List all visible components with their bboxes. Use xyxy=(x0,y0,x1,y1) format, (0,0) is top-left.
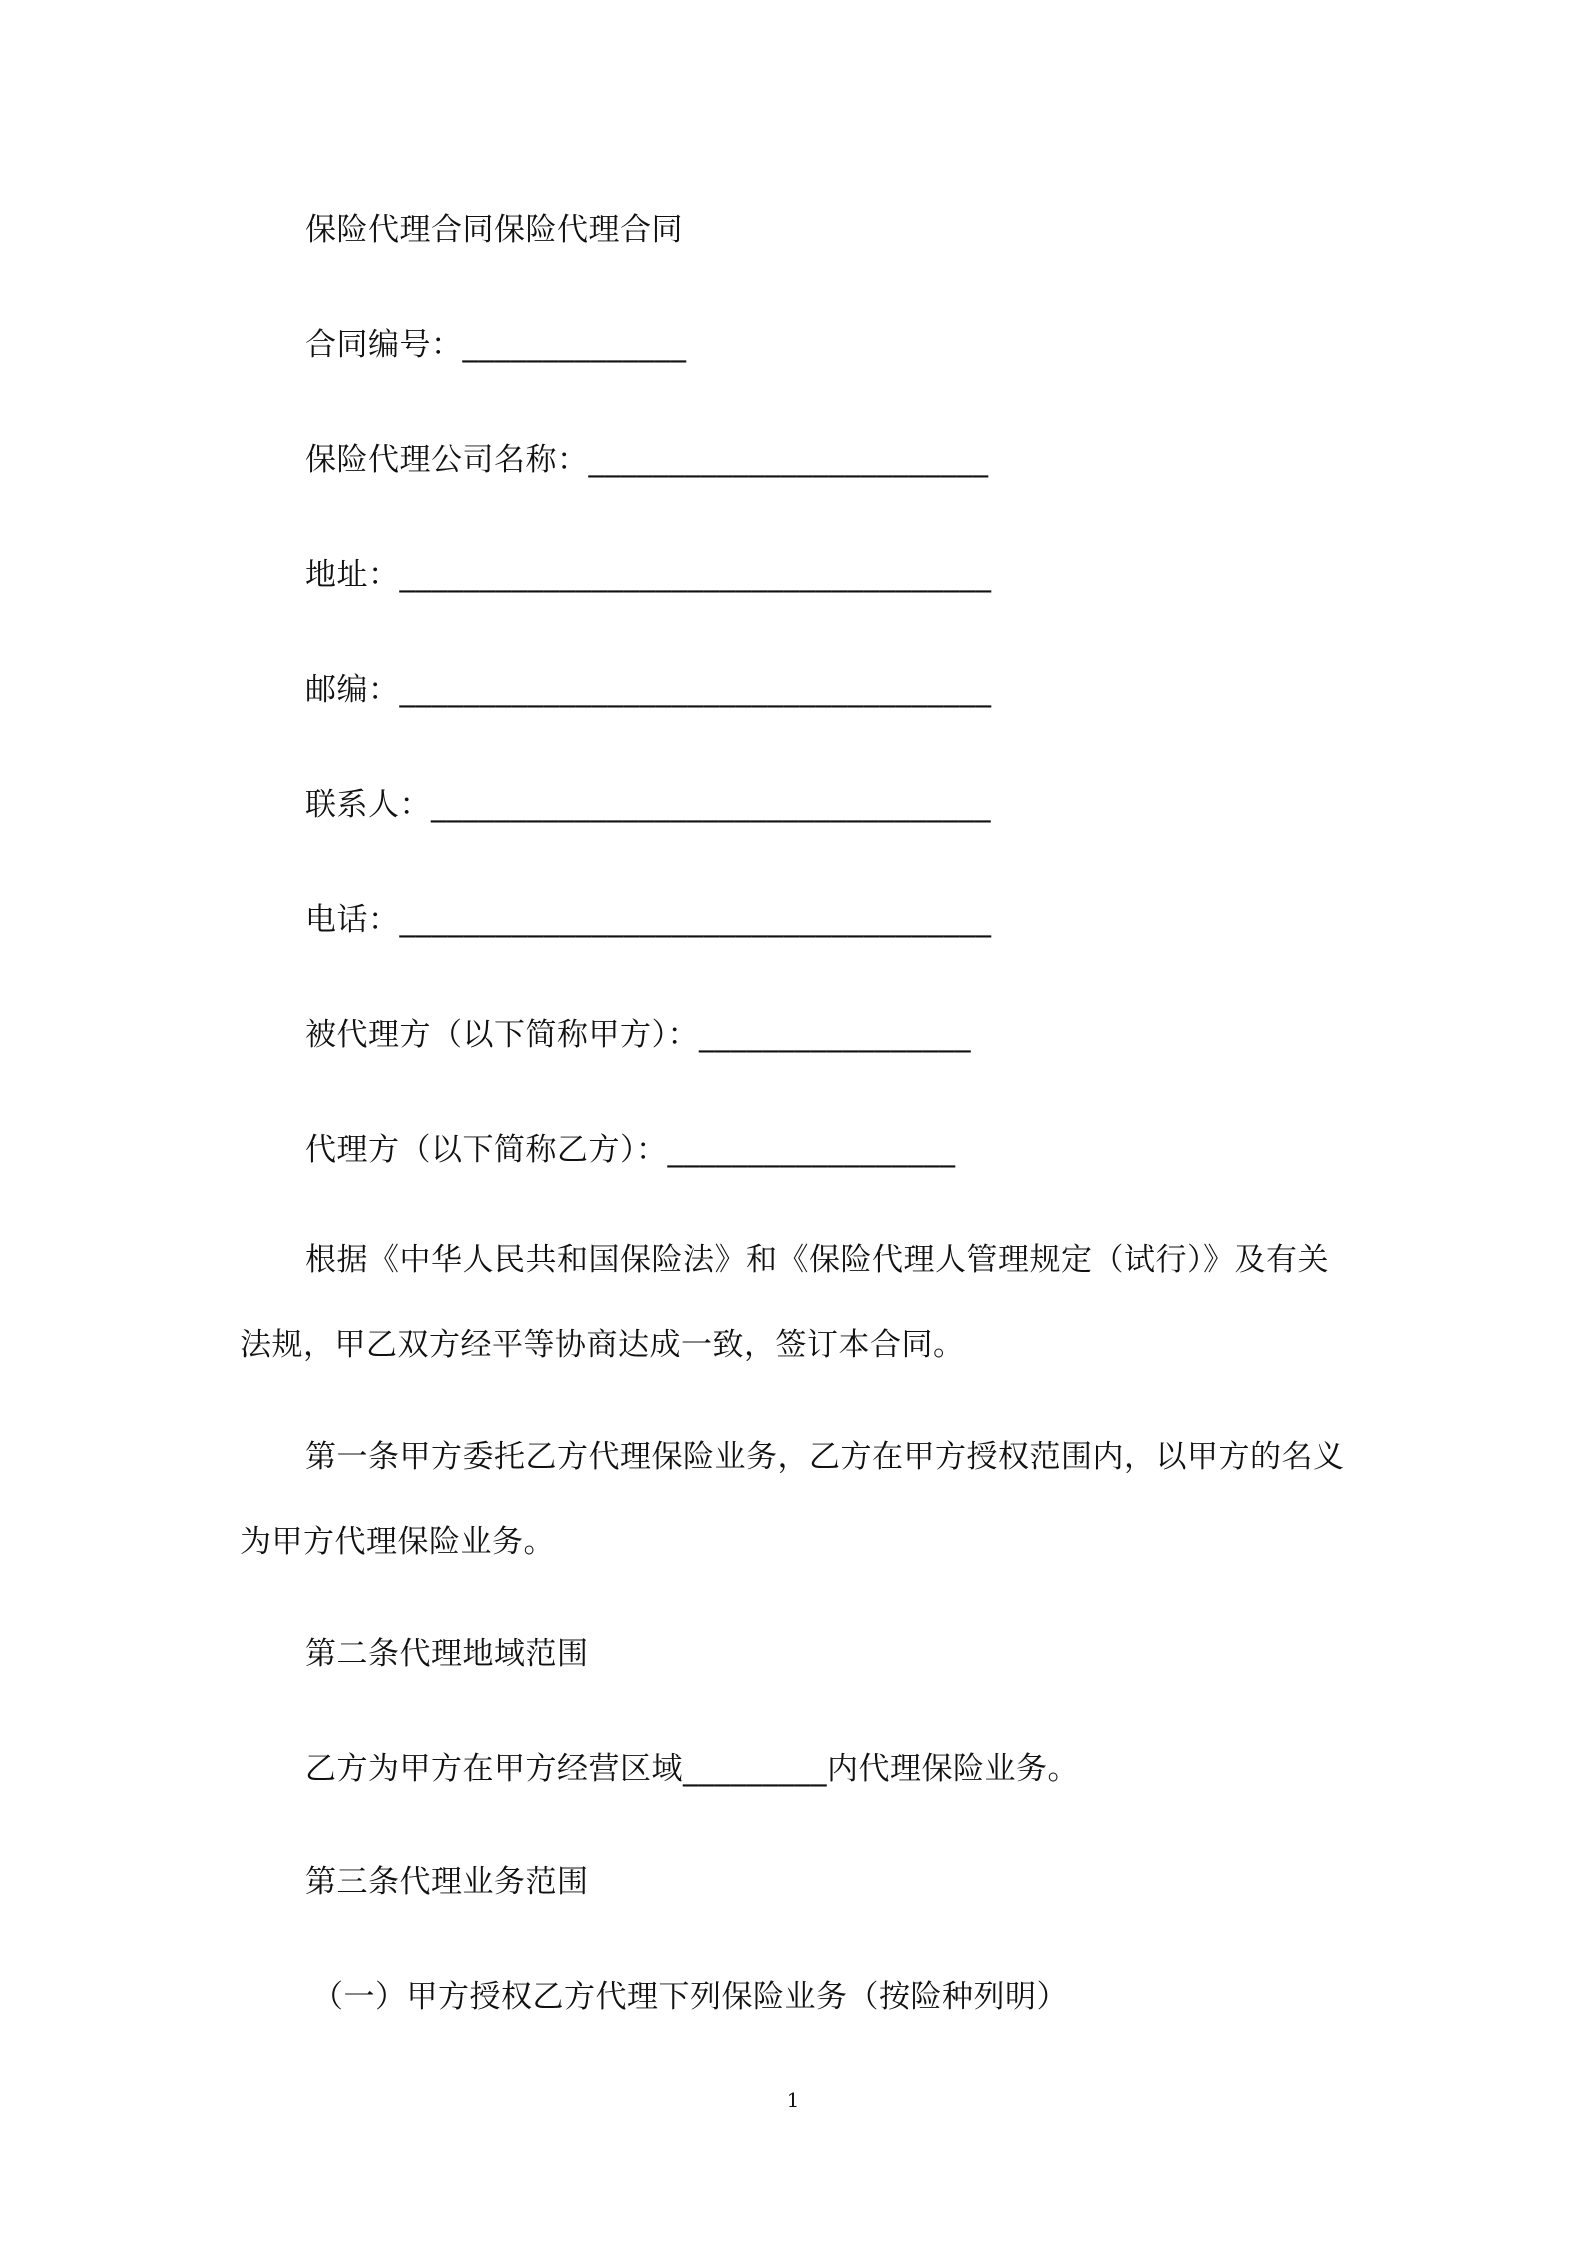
article-1-line-1: 第一条甲方委托乙方代理保险业务，乙方在甲方授权范围内，以甲方的名义 xyxy=(305,1439,1345,1475)
article-2-title: 第二条代理地域范围 xyxy=(305,1636,589,1672)
agency-name-field: 保险代理公司名称：_________________________ xyxy=(305,442,989,478)
agent-party-field: 代理方（以下简称乙方）：__________________ xyxy=(305,1132,956,1168)
postcode-field: 邮编：_____________________________________ xyxy=(305,672,992,708)
phone-field: 电话：_____________________________________ xyxy=(305,902,992,938)
address-field: 地址：_____________________________________ xyxy=(305,557,992,593)
page-number: 1 xyxy=(786,2088,800,2112)
contract-number-field: 合同编号：______________ xyxy=(305,327,687,363)
basis-paragraph-line-2: 法规，甲乙双方经平等协商达成一致，签订本合同。 xyxy=(240,1327,965,1363)
article-3-title: 第三条代理业务范围 xyxy=(305,1864,589,1900)
contact-field: 联系人：___________________________________ xyxy=(305,787,991,823)
document-title: 保险代理合同保险代理合同 xyxy=(305,212,683,248)
article-1-line-2: 为甲方代理保险业务。 xyxy=(240,1524,555,1560)
basis-paragraph-line-1: 根据《中华人民共和国保险法》和《保险代理人管理规定（试行）》及有关 xyxy=(305,1242,1329,1278)
article-3-item-1: （一）甲方授权乙方代理下列保险业务（按险种列明） xyxy=(312,1979,1068,2015)
article-2-body: 乙方为甲方在甲方经营区域_________内代理保险业务。 xyxy=(305,1751,1079,1787)
principal-party-field: 被代理方（以下简称甲方）：_________________ xyxy=(305,1017,971,1053)
